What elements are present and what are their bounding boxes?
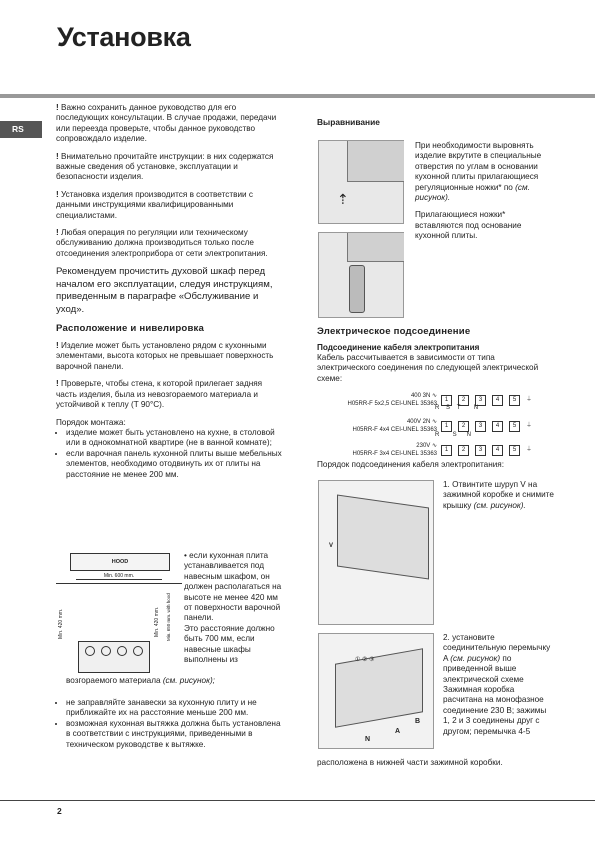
wiring-voltage: 400 3N ∿: [410, 393, 437, 399]
bottom-divider: [0, 800, 595, 801]
screw-icon: ⇡: [337, 191, 349, 207]
leveling-figure-bottom: [318, 232, 404, 318]
terminal-labels: R S T N: [435, 405, 479, 411]
step2-text-end: расположена в нижней части зажимной коробки.: [317, 758, 503, 767]
list-item: • если варочная панель кухонной плиты выше мебельных элементов, необходимо отодвинуть их от плиты на расстояние не менее 200 мм.: [66, 449, 284, 480]
warning-paragraph: ! Любая операция по регуляции или техническому обслуживанию должна производиться только после отсоединения электроприбора от сети электропитания.: [56, 228, 268, 258]
list-item: • не заправляйте занавески за кухонную плиту и не приближайте их на расстояние меньше 200 мм.: [66, 698, 284, 719]
cable-subheading: Подсоединение кабеля электропитания: [317, 343, 480, 352]
mounting-order: Порядок монтажа:: [56, 417, 126, 427]
language-tab: RS: [0, 121, 42, 138]
leveling-figure-top: [318, 140, 404, 224]
list-item: • изделие может быть установлено на кухне, в столовой или в однокомнатной квартире (не в ванной комнате);: [66, 428, 284, 449]
wiring-voltage: 400V 2N ∿: [406, 419, 437, 425]
label-a: A: [395, 728, 401, 735]
screw-v-label: V: [329, 543, 334, 549]
recommend-text: Рекомендуем прочистить духовой шкаф перед началом его эксплуатации, следуя инструкциям, приведенным в параграфе «Обслуживание и уход».: [56, 266, 273, 316]
terminal-row: 1 2 3 4 5 ⏚: [441, 420, 532, 432]
label-n: N: [365, 736, 371, 743]
electrical-heading: Электрическое подсоединение: [317, 326, 471, 337]
warning-paragraph: ! Изделие может быть установлено рядом с кухонными элементами, высота которых не превышает поверхность варочной панели.: [56, 341, 274, 371]
wiring-diagrams: [317, 392, 547, 458]
warning-paragraph: ! Проверьте, чтобы стена, к которой прилегает задняя часть изделия, была из невозгораемого материала и устойчивой к теплу (T 90°C).: [56, 379, 263, 410]
cable-description: Кабель рассчитывается в зависимости от типа электрического соединения по следующей электрической схеме:: [317, 353, 539, 383]
leveling-title: Выравнивание: [317, 117, 380, 127]
terminal-row: 1 2 3 4 5 ⏚: [441, 444, 532, 456]
cooker-drawing: [78, 641, 150, 673]
terminal-labels: R S N: [435, 432, 472, 438]
page-title: Установка: [57, 22, 191, 52]
min600-label: Min. 600 mm.: [76, 573, 162, 580]
flammable-text: возгораемого материала (см. рисунок);: [66, 676, 215, 685]
min650-label: Min. 650 mm. with hood: [166, 593, 171, 641]
mounting-list: [56, 428, 284, 480]
figure-callout: ① ② ③: [355, 657, 375, 663]
hanging-cabinet-text: • если кухонная плита устанавливается под навесным шкафом, он должен располагаться на высоте не менее 420 мм от поверхности варочной панели. Это расстояние должно быть 700 мм, если навесные шкафы выполнены из: [184, 551, 282, 665]
warning-paragraph: ! Важно сохранить данное руководство для его последующих консультации. В случае продажи, передачи или переезда проверьте, чтобы данное руководство сопровождало изделие.: [56, 103, 277, 144]
left-list-2: [56, 698, 284, 750]
warning-paragraph: ! Внимательно прочитайте инструкции: в них содержатся важные сведения об установке, эксплуатации и безопасности изделия.: [56, 151, 274, 182]
min420-label: Min. 420 mm.: [58, 608, 64, 639]
wiring-cable: H05RR-F 4x4 CEI-UNEL 35363: [352, 427, 437, 433]
warning-paragraph: ! Установка изделия производится в соответствии с данными инструкциями квалифицированными специалистами.: [56, 189, 253, 220]
page-number: 2: [57, 806, 62, 816]
label-b: B: [415, 718, 421, 725]
jumper-figure: [318, 633, 434, 749]
leveling-text: При необходимости выровнять изделие вкрутите в специальные отверстия по углам в основании кухонной плиты прилагающиеся регуляционные ножки* по (см. рисунок). Прилагающиеся ножки* вставляются под основание кухонной плиты.: [415, 141, 542, 241]
wiring-cable: H05RR-F 3x4 CEI-UNEL 35363: [352, 451, 437, 457]
wiring-cable: H05RR-F 5x2,5 CEI-UNEL 35363: [347, 401, 437, 407]
top-divider: [0, 94, 595, 98]
leveling-foot-icon: [349, 265, 365, 313]
wiring-voltage: 230V ∿: [416, 443, 437, 449]
step1-text: 1. Отвинтите шуруп V на зажимной коробке и снимите крышку (см. рисунок).: [443, 480, 554, 510]
terminal-box-figure: [318, 480, 434, 625]
step2-text: 2. установите соединительную перемычку A (см. рисунок) по приведенной выше электрической схеме Зажимная коробка расчитанa на монофазное соединение 230 В; зажимы 1, 2 и 3 соединены друг с другом; перемычка 4-5: [443, 633, 551, 736]
list-item: • возможная кухонная вытяжка должна быть установлена в соответствии с инструкциями, приведенными в техническом руководстве к вытяжке.: [66, 719, 284, 750]
hood-label: HOOD: [70, 553, 170, 571]
connection-order: Порядок подсоединения кабеля электропитания:: [317, 460, 505, 469]
installation-figure: [56, 553, 182, 671]
left-column: [56, 103, 284, 480]
section-heading: Расположение и нивелировка: [56, 322, 205, 334]
min420-label: Min. 420 mm.: [154, 606, 160, 637]
terminal-row: 1 2 3 4 5 ⏚: [441, 394, 532, 406]
